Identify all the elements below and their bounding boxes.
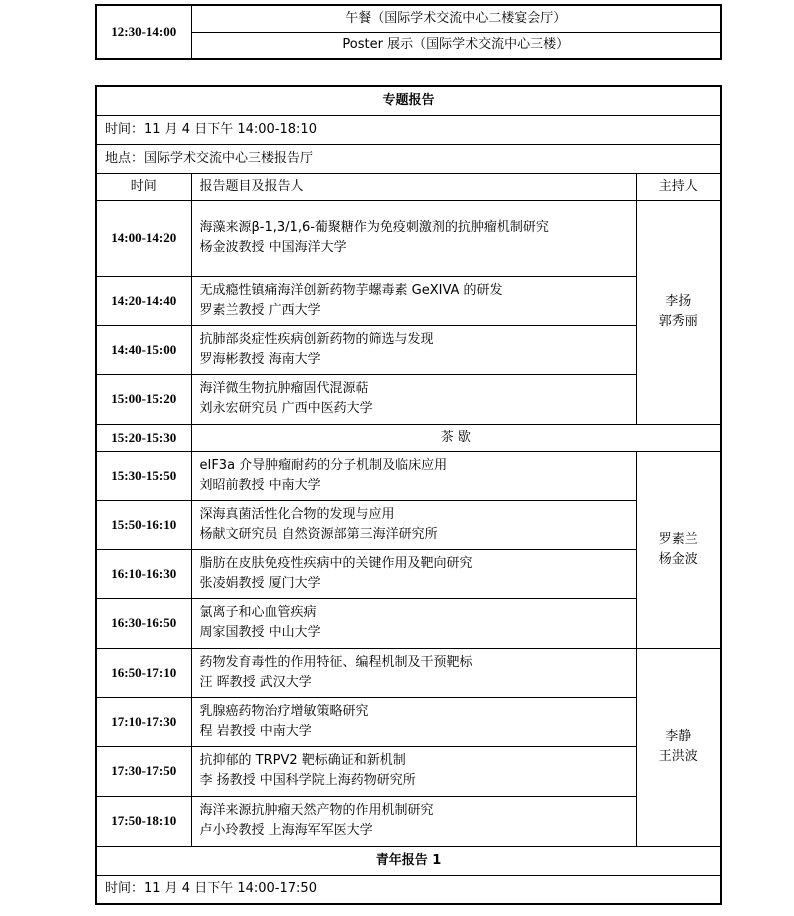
talk-cell (191, 276, 636, 325)
section-heading: 专题报告 (96, 86, 721, 115)
talk-time: 16:30-16:50 (96, 598, 191, 648)
col-header-topic: 报告题目及报告人 (191, 173, 636, 200)
talk-time: 17:30-17:50 (96, 746, 191, 796)
talk-speaker: 卢小玲教授 上海海军军医大学 (199, 823, 373, 838)
talk-cell (191, 451, 636, 500)
talk-title: eIF3a 介导肿瘤耐药的分子机制及临床应用 (199, 457, 448, 473)
talk-title: 脂肪在皮肤免疫性疾病中的关键作用及靶向研究 (199, 555, 473, 571)
talk-speaker: 张凌娟教授 厦门大学 (199, 575, 321, 591)
talk-time: 16:50-17:10 (96, 648, 191, 697)
talk-time: 14:40-15:00 (96, 325, 191, 374)
talk-time: 15:00-15:20 (96, 374, 191, 424)
talk-cell (191, 697, 636, 746)
talk-title: 药物发育毒性的作用特征、编程机制及干预靶标 (199, 654, 473, 670)
talk-speaker: 杨金波教授 中国海洋大学 (199, 240, 347, 255)
talk-speaker: 李 扬教授 中国科学院上海药物研究所 (199, 773, 416, 788)
tea-break: 茶 歇 (191, 424, 721, 451)
host-name: 李静 (665, 729, 692, 744)
talk-time: 15:30-15:50 (96, 451, 191, 500)
talk-title: 海藻来源β-1,3/1,6-葡聚糖作为免疫刺激剂的抗肿瘤机制研究 (199, 220, 549, 235)
talk-time: 14:20-14:40 (96, 276, 191, 325)
host-name: 王洪波 (658, 749, 698, 764)
host-name: 杨金波 (658, 551, 698, 567)
talk-cell (191, 325, 636, 374)
session-time-line: 时间：11 月 4 日下午 14:00-18:10 (96, 115, 721, 144)
host-name: 李扬 (665, 294, 692, 309)
talk-speaker: 汪 晖教授 武汉大学 (199, 674, 312, 690)
lunch-cell: 午餐（国际学术交流中心二楼宴会厅） (191, 5, 721, 32)
schedule-table (95, 85, 722, 905)
talk-speaker: 杨献文研究员 自然资源部第三海洋研究所 (199, 526, 438, 542)
lunch-poster-table (95, 4, 722, 60)
talk-speaker: 刘永宏研究员 广西中医药大学 (199, 401, 373, 416)
host-cell-3 (636, 648, 721, 846)
talk-time: 17:10-17:30 (96, 697, 191, 746)
host-cell-2 (636, 451, 721, 648)
talk-cell (191, 374, 636, 424)
talk-time: 16:10-16:30 (96, 549, 191, 598)
talk-speaker: 周家国教授 中山大学 (199, 625, 321, 640)
talk-cell (191, 796, 636, 846)
lunch-time-cell: 12:30-14:00 (96, 5, 191, 59)
talk-speaker: 程 岩教授 中南大学 (199, 723, 312, 739)
talk-time: 17:50-18:10 (96, 796, 191, 846)
talk-cell (191, 200, 636, 276)
host-name: 郭秀丽 (658, 314, 698, 329)
talk-cell (191, 598, 636, 648)
talk-time: 15:50-16:10 (96, 500, 191, 549)
talk-title: 氯离子和心血管疾病 (199, 605, 317, 620)
talk-title: 抗肺部炎症性疾病创新药物的筛选与发现 (199, 331, 434, 347)
talk-cell (191, 549, 636, 598)
talk-speaker: 罗素兰教授 广西大学 (199, 302, 321, 318)
talk-title: 海洋来源抗肿瘤天然产物的作用机制研究 (199, 803, 434, 818)
talk-title: 无成瘾性镇痛海洋创新药物芋螺毒素 GeXIVA 的研发 (199, 282, 503, 298)
talk-cell (191, 500, 636, 549)
col-header-time: 时间 (96, 173, 191, 200)
youth-time-line: 时间：11 月 4 日下午 14:00-17:50 (96, 875, 721, 904)
talk-speaker: 刘昭前教授 中南大学 (199, 477, 321, 493)
section-heading-youth: 青年报告 1 (96, 846, 721, 875)
host-name: 罗素兰 (658, 531, 698, 547)
session-place-line: 地点：国际学术交流中心三楼报告厅 (96, 144, 721, 173)
talk-title: 抗抑郁的 TRPV2 靶标确证和新机制 (199, 753, 406, 768)
host-cell-1 (636, 200, 721, 424)
talk-cell (191, 648, 636, 697)
talk-title: 乳腺癌药物治疗增敏策略研究 (199, 703, 369, 719)
poster-cell: Poster 展示（国际学术交流中心三楼） (191, 32, 721, 59)
col-header-host: 主持人 (636, 173, 721, 200)
talk-speaker: 罗海彬教授 海南大学 (199, 351, 321, 367)
talk-title: 海洋微生物抗肿瘤固代混源萜 (199, 381, 369, 396)
break-time: 15:20-15:30 (96, 424, 191, 451)
talk-time: 14:00-14:20 (96, 200, 191, 276)
talk-title: 深海真菌活性化合物的发现与应用 (199, 506, 395, 522)
talk-cell (191, 746, 636, 796)
